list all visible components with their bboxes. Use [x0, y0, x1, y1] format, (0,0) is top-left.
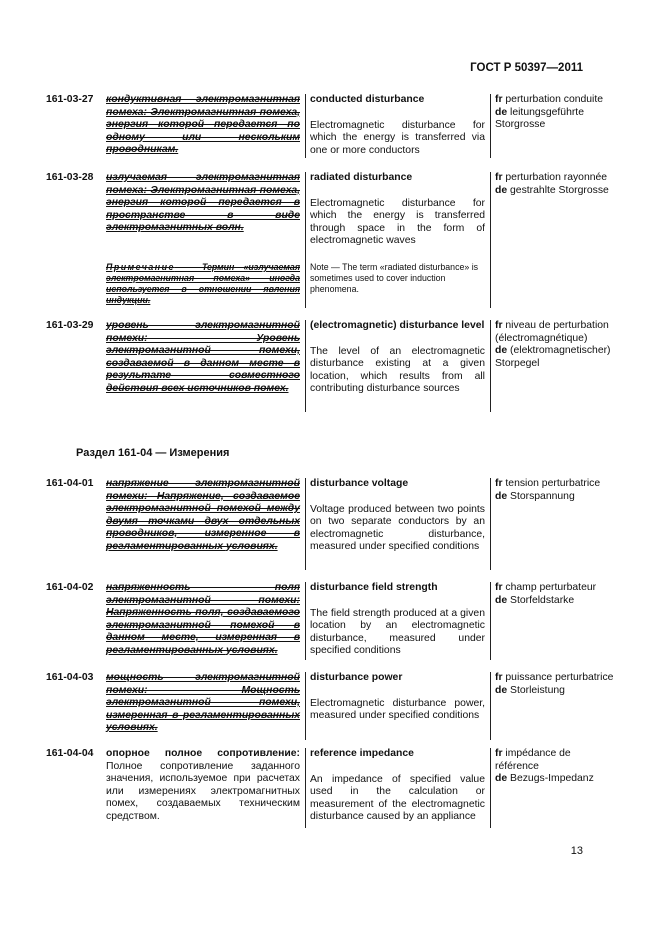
german-label: de	[495, 184, 508, 196]
english-term: conducted disturbance	[310, 94, 425, 105]
german-term: Storspannung	[510, 490, 575, 502]
english-column	[310, 582, 485, 658]
column-divider	[490, 94, 491, 158]
german-label: de	[495, 594, 508, 606]
english-definition: Electromagnetic disturbance power, measured under specified conditions	[310, 697, 485, 721]
english-term: (electromagnetic) disturbance level	[310, 320, 485, 331]
german-label: de	[495, 684, 508, 696]
french-label: fr	[495, 172, 503, 183]
french-term: impédance de référence	[495, 748, 571, 772]
french-term: niveau de perturbation (électromagnétique)	[495, 320, 609, 344]
column-divider	[490, 748, 491, 828]
column-divider	[490, 582, 491, 660]
column-divider	[305, 94, 306, 158]
column-divider	[305, 582, 306, 660]
russian-term: опорное полное сопротивление:	[106, 748, 300, 759]
english-term: reference impedance	[310, 748, 414, 759]
russian-definition: напряжение электромагнитной помехи: Напряжение, создаваемое электромагнитной помехой между двумя точками двух отдельных проводников, измеренное в регламентированных условиях.	[106, 478, 300, 552]
german-term: Storfeldstarke	[510, 594, 575, 606]
russian-definition-text: Полное сопротивление заданного значения, используемое при расчетах или измерениях электромагнитных помех, создаваемых техническим средством.	[106, 760, 300, 822]
english-term: disturbance voltage	[310, 478, 409, 489]
english-column	[310, 172, 485, 248]
note-prefix: Примечание	[106, 262, 175, 272]
french-term: puissance perturbatrice	[505, 672, 614, 683]
term-number: 161-04-01	[46, 478, 94, 489]
english-definition: The field strength produced at a given location by an electromagnetic disturbance, measured under specified conditions	[310, 607, 485, 656]
term-number: 161-04-02	[46, 582, 94, 593]
foreign-equivalents	[495, 582, 615, 607]
document-standard-header: ГОСТ Р 50397—2011	[470, 62, 583, 74]
term-number: 161-03-27	[46, 94, 94, 105]
foreign-equivalents	[495, 94, 615, 132]
french-label: fr	[495, 320, 503, 331]
term-number: 161-04-03	[46, 672, 94, 683]
foreign-equivalents	[495, 172, 615, 197]
german-term: Storleistung	[510, 684, 565, 696]
german-label: de	[495, 345, 508, 356]
french-term: perturbation conduite	[505, 94, 604, 105]
foreign-equivalents	[495, 478, 615, 503]
german-term: Bezugs-Impedanz	[510, 773, 594, 784]
english-definition: Voltage produced between two points on two separate conductors by an electromagnetic disturbance, measured under specified conditions	[310, 503, 485, 552]
foreign-equivalents	[495, 748, 615, 786]
column-divider	[490, 478, 491, 570]
english-column	[310, 94, 485, 157]
term-number: 161-03-28	[46, 172, 94, 183]
french-label: fr	[495, 748, 503, 759]
german-term: (elektromagnetischer) Storpegel	[495, 345, 611, 369]
page-number: 13	[570, 845, 583, 857]
english-definition: Electromagnetic disturbance for which the energy is transferred via one or more conductors	[310, 119, 485, 156]
english-definition: The level of an electromagnetic disturbance existing at a given location, which results from all contributing disturbance sources	[310, 345, 485, 394]
column-divider	[490, 672, 491, 740]
column-divider	[305, 172, 306, 308]
german-term: gestrahlte Storgrosse	[510, 184, 609, 196]
french-term: champ perturbateur	[505, 582, 597, 593]
note-text: — Термин «излучаемая электромагнитная помеха» иногда используется в отношении явления индукции.	[106, 262, 300, 305]
french-label: fr	[495, 582, 503, 593]
english-column	[310, 478, 485, 554]
section-heading: Раздел 161-04 — Измерения	[76, 447, 230, 459]
foreign-equivalents	[495, 320, 615, 370]
russian-definition	[106, 748, 300, 823]
english-definition: An impedance of specified value used in the calculation or measurement of the electromagnetic disturbance caused by an appliance	[310, 773, 485, 822]
column-divider	[305, 748, 306, 828]
german-label: de	[495, 773, 508, 784]
column-divider	[490, 320, 491, 412]
french-label: fr	[495, 94, 503, 105]
foreign-equivalents	[495, 672, 615, 697]
russian-definition: излучаемая электромагнитная помеха: Электромагнитная помеха, энергия которой передается в пространстве в виде электромагнитных волн.	[106, 172, 300, 233]
french-term: perturbation rayonnée	[505, 172, 608, 183]
column-divider	[305, 672, 306, 740]
russian-definition: напряженность поля электромагнитной помехи: Напряженность поля, создаваемого электромагнитной помехой в данном месте, измеренная в регламентированных условиях.	[106, 582, 300, 656]
term-number: 161-04-04	[46, 748, 94, 759]
french-term: tension perturbatrice	[505, 478, 601, 489]
english-column	[310, 320, 485, 396]
english-definition: Electromagnetic disturbance for which the energy is transferred through space in the form of electromagnetic waves	[310, 197, 485, 246]
column-divider	[305, 478, 306, 570]
column-divider	[305, 320, 306, 412]
french-label: fr	[495, 672, 503, 683]
german-term: leitungsgeführte Storgrosse	[495, 106, 584, 130]
english-column	[310, 672, 485, 723]
english-term: radiated disturbance	[310, 172, 413, 183]
russian-definition: уровень электромагнитной помехи: Уровень электромагнитной помехи, создаваемой в данном месте в результате совместного действия всех источников помех.	[106, 320, 300, 394]
russian-definition: мощность электромагнитной помехи: Мощность электромагнитной помехи, измеренная в регламентированных условиях.	[106, 672, 300, 733]
english-note: Note — The term «radiated disturbance» is sometimes used to cover induction phenomena.	[310, 262, 479, 294]
russian-note	[106, 262, 300, 306]
french-label: fr	[495, 478, 503, 489]
english-term: disturbance power	[310, 672, 403, 683]
english-term: disturbance field strength	[310, 582, 438, 593]
german-label: de	[495, 106, 508, 118]
german-label: de	[495, 490, 508, 502]
russian-definition: кондуктивная электромагнитная помеха: Электромагнитная помеха, энергия которой передается по одному или нескольким проводникам.	[106, 94, 300, 155]
english-column	[310, 748, 485, 824]
term-number: 161-03-29	[46, 320, 94, 331]
column-divider	[490, 172, 491, 308]
